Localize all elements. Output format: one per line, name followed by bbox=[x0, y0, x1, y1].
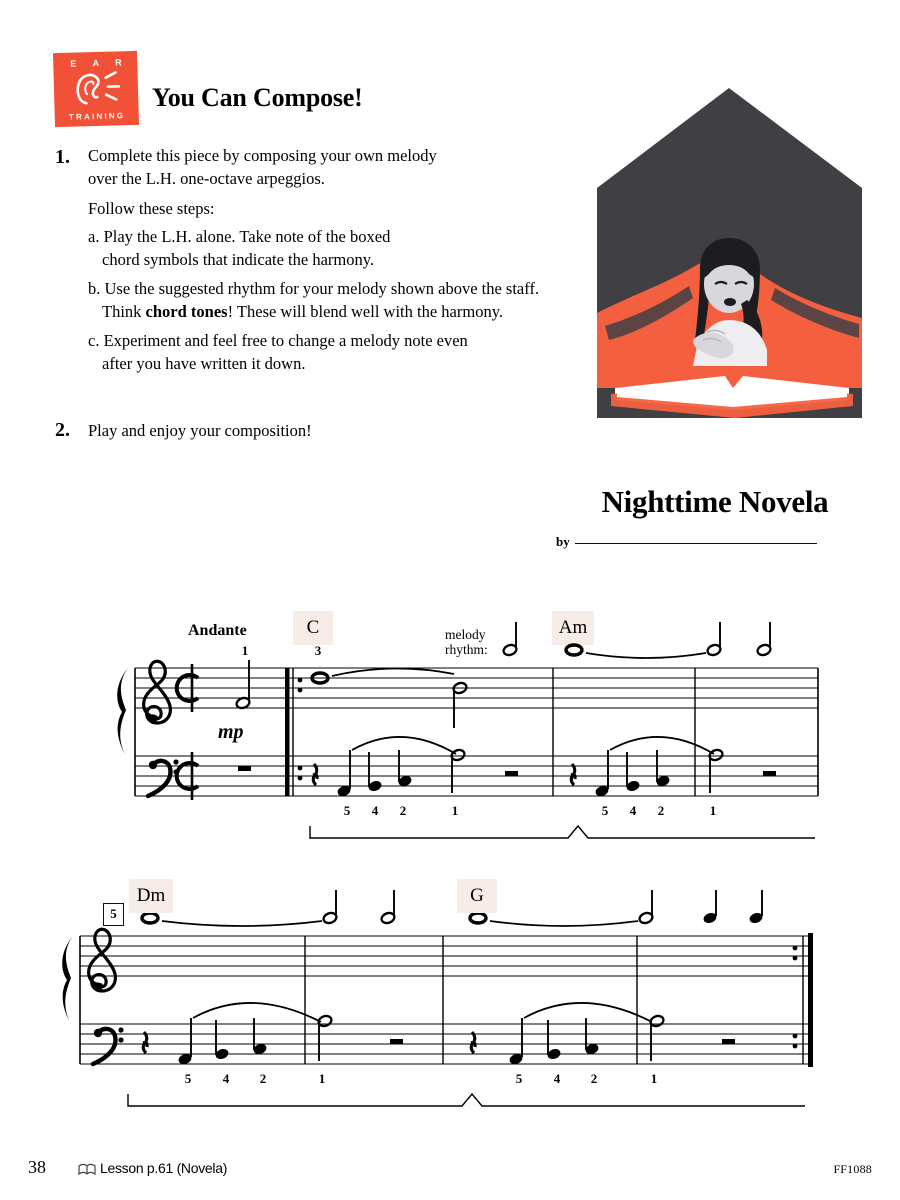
step-2-number: 2. bbox=[55, 419, 70, 441]
substep-b-line-1: b. Use the suggested rhythm for your melody shown above the staff. bbox=[88, 279, 540, 298]
svg-text:1: 1 bbox=[650, 1071, 658, 1086]
svg-text:1: 1 bbox=[451, 803, 459, 818]
open-book-icon bbox=[78, 1163, 96, 1176]
dynamic-mp: mp bbox=[218, 721, 244, 743]
repeat-start-barline bbox=[285, 668, 302, 796]
svg-text:5: 5 bbox=[515, 1071, 523, 1086]
chord-tones-emphasis: chord tones bbox=[145, 302, 228, 321]
m6-bass-quarter-rest bbox=[471, 1032, 475, 1053]
logo-top-letters: E A R bbox=[70, 57, 129, 69]
m1-bass-half-rest bbox=[505, 771, 518, 776]
step-2-line-1: Play and enjoy your composition! bbox=[88, 421, 312, 440]
system-2-pedal-line bbox=[128, 1094, 805, 1106]
pickup-bass-rest bbox=[238, 766, 251, 771]
chord-box-am: Am bbox=[552, 611, 594, 645]
m6-bass-half-rest bbox=[722, 1039, 735, 1044]
m6-bass-slur bbox=[524, 1003, 652, 1022]
footer-code: FF1088 bbox=[833, 1162, 872, 1176]
byline-label: by bbox=[556, 534, 570, 549]
m1-treble-tie bbox=[332, 668, 454, 676]
svg-text:4: 4 bbox=[371, 803, 379, 818]
m1-bass-slur bbox=[352, 737, 456, 754]
repeat-end-barline bbox=[793, 933, 813, 1067]
step-1-number: 1. bbox=[55, 146, 70, 168]
step-1-line-2: over the L.H. one-octave arpeggios. bbox=[88, 169, 325, 188]
svg-text:5: 5 bbox=[601, 803, 609, 818]
m2-bass-quarter-rest bbox=[571, 764, 575, 785]
measure-number-5: 5 bbox=[103, 903, 124, 926]
fingering-pickup: 1 bbox=[241, 643, 249, 658]
substep-a-line-2: chord symbols that indicate the harmony. bbox=[102, 250, 375, 269]
step-1-line-1: Complete this piece by composing your own melody bbox=[88, 146, 437, 165]
m5-bass-slur bbox=[193, 1003, 321, 1022]
svg-text:2: 2 bbox=[399, 803, 407, 818]
melody-rhythm-system-1 bbox=[502, 622, 772, 658]
chord-box-c: C bbox=[293, 611, 333, 645]
treble-clef-1 bbox=[144, 661, 171, 723]
tempo-marking: Andante bbox=[188, 622, 247, 639]
chord-box-g: G bbox=[457, 879, 497, 913]
m2-fingerings bbox=[602, 803, 717, 818]
system-2-brace bbox=[62, 936, 73, 1024]
svg-text:5: 5 bbox=[184, 1071, 192, 1086]
svg-text:5: 5 bbox=[343, 803, 351, 818]
svg-text:2: 2 bbox=[590, 1071, 598, 1086]
treble-clef-2 bbox=[89, 929, 116, 991]
m1-bass-quarter-rest bbox=[313, 764, 317, 785]
svg-text:2: 2 bbox=[259, 1071, 267, 1086]
substep-c-line-2: after you have written it down. bbox=[102, 354, 306, 373]
svg-text:1: 1 bbox=[709, 803, 717, 818]
page-title: You Can Compose! bbox=[152, 83, 363, 112]
footer-reference: Lesson p.61 (Novela) bbox=[100, 1160, 228, 1176]
bass-clef-2 bbox=[93, 1027, 124, 1064]
svg-text:4: 4 bbox=[222, 1071, 230, 1086]
follow-steps-label: Follow these steps: bbox=[88, 199, 215, 218]
m2-bass-slur bbox=[610, 737, 714, 754]
m5-fingerings bbox=[185, 1071, 326, 1086]
substep-b-line-2: Think chord tones! These will blend well with the harmony. bbox=[102, 302, 503, 321]
substep-a-letter: a. bbox=[88, 227, 100, 246]
melody-rhythm-system-2 bbox=[142, 890, 764, 926]
m6-fingerings bbox=[516, 1071, 658, 1086]
svg-text:4: 4 bbox=[553, 1071, 561, 1086]
substep-b-letter: b. bbox=[88, 279, 101, 298]
svg-text:4: 4 bbox=[629, 803, 637, 818]
system-2-treble-staff bbox=[80, 936, 810, 976]
system-1-bass-staff bbox=[135, 756, 818, 796]
fingering-measure1-treble: 3 bbox=[314, 643, 322, 658]
logo-bottom-letters: TRAINING bbox=[68, 111, 126, 122]
m5-bass-quarter-rest bbox=[143, 1032, 147, 1053]
melody-rhythm-label: melody rhythm: bbox=[445, 627, 488, 657]
system-1-brace bbox=[117, 668, 128, 756]
substep-c-line-1: c. Experiment and feel free to change a melody note even bbox=[88, 331, 468, 350]
svg-text:1: 1 bbox=[318, 1071, 326, 1086]
m1-fingerings bbox=[344, 803, 459, 818]
bass-clef-1 bbox=[148, 759, 179, 796]
svg-text:2: 2 bbox=[657, 803, 665, 818]
footer-page-number: 38 bbox=[28, 1157, 46, 1177]
m2-bass-half-rest bbox=[763, 771, 776, 776]
system-1-pedal-line bbox=[310, 826, 815, 838]
chord-box-dm: Dm bbox=[129, 879, 173, 913]
substep-a-line-1: a. Play the L.H. alone. Take note of the boxed bbox=[88, 227, 391, 246]
m5-bass-half-rest bbox=[390, 1039, 403, 1044]
substep-c-letter: c. bbox=[88, 331, 100, 350]
song-title: Nighttime Novela bbox=[601, 484, 829, 519]
